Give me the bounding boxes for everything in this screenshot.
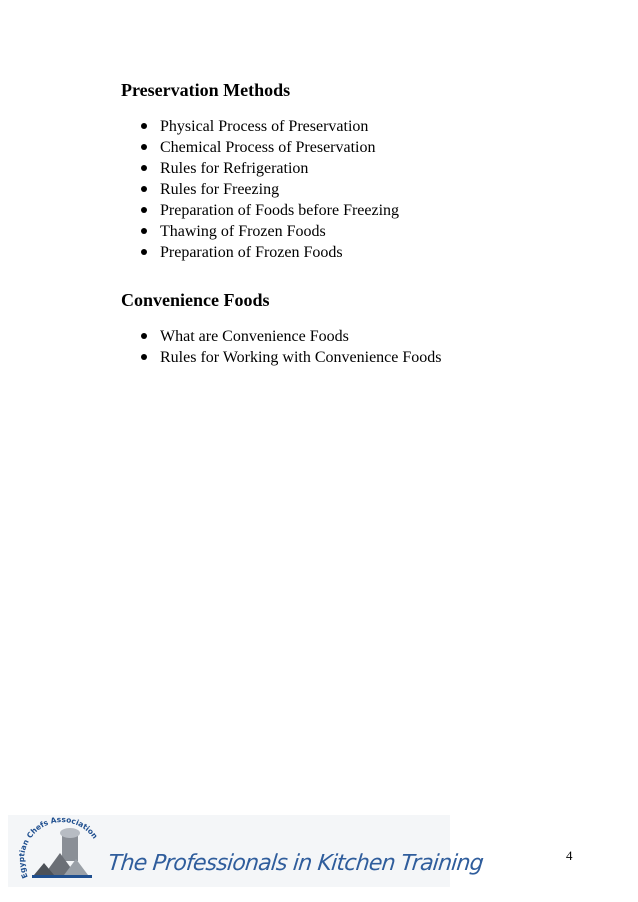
list-item-text: Rules for Working with Convenience Foods: [160, 349, 442, 366]
list-item-text: Rules for Refrigeration: [160, 160, 309, 177]
list-item: [139, 116, 399, 137]
footer-tagline: The Professionals in Kitchen Training: [106, 851, 485, 876]
page-number: 4: [566, 848, 573, 863]
list-item-text: Preparation of Frozen Foods: [160, 244, 343, 261]
bullet-icon: [141, 354, 147, 360]
bullet-icon: [141, 228, 147, 234]
section-heading-convenience-foods: Convenience Foods: [121, 290, 270, 310]
list-item: [139, 221, 399, 242]
bullet-icon: [141, 123, 147, 129]
list-item: [139, 242, 399, 263]
footer-banner: [8, 815, 485, 887]
list-item-text: Chemical Process of Preservation: [160, 139, 376, 156]
preservation-methods-list: [139, 116, 399, 263]
bullet-icon: [141, 186, 147, 192]
list-item-text: What are Convenience Foods: [160, 328, 349, 345]
convenience-foods-list: [139, 326, 442, 368]
bullet-icon: [141, 144, 147, 150]
list-item: [139, 326, 442, 347]
list-item-text: Rules for Freezing: [160, 181, 280, 198]
bullet-icon: [141, 207, 147, 213]
bullet-icon: [141, 333, 147, 339]
list-item: [139, 179, 399, 200]
section-heading-preservation-methods: Preservation Methods: [121, 80, 291, 100]
logo-base-line: [32, 875, 92, 878]
logo-text: Egyptian Chefs Association: [16, 817, 100, 880]
list-item: [139, 158, 399, 179]
list-item-text: Physical Process of Preservation: [160, 118, 369, 135]
bullet-icon: [141, 249, 147, 255]
bullet-icon: [141, 165, 147, 171]
egyptian-chefs-association-logo: [16, 817, 104, 885]
list-item: [139, 200, 399, 221]
logo-hat-top-shape: [60, 828, 80, 838]
list-item: [139, 137, 399, 158]
list-item: [139, 347, 442, 368]
list-item-text: Preparation of Foods before Freezing: [160, 202, 400, 219]
list-item-text: Thawing of Frozen Foods: [160, 223, 326, 240]
